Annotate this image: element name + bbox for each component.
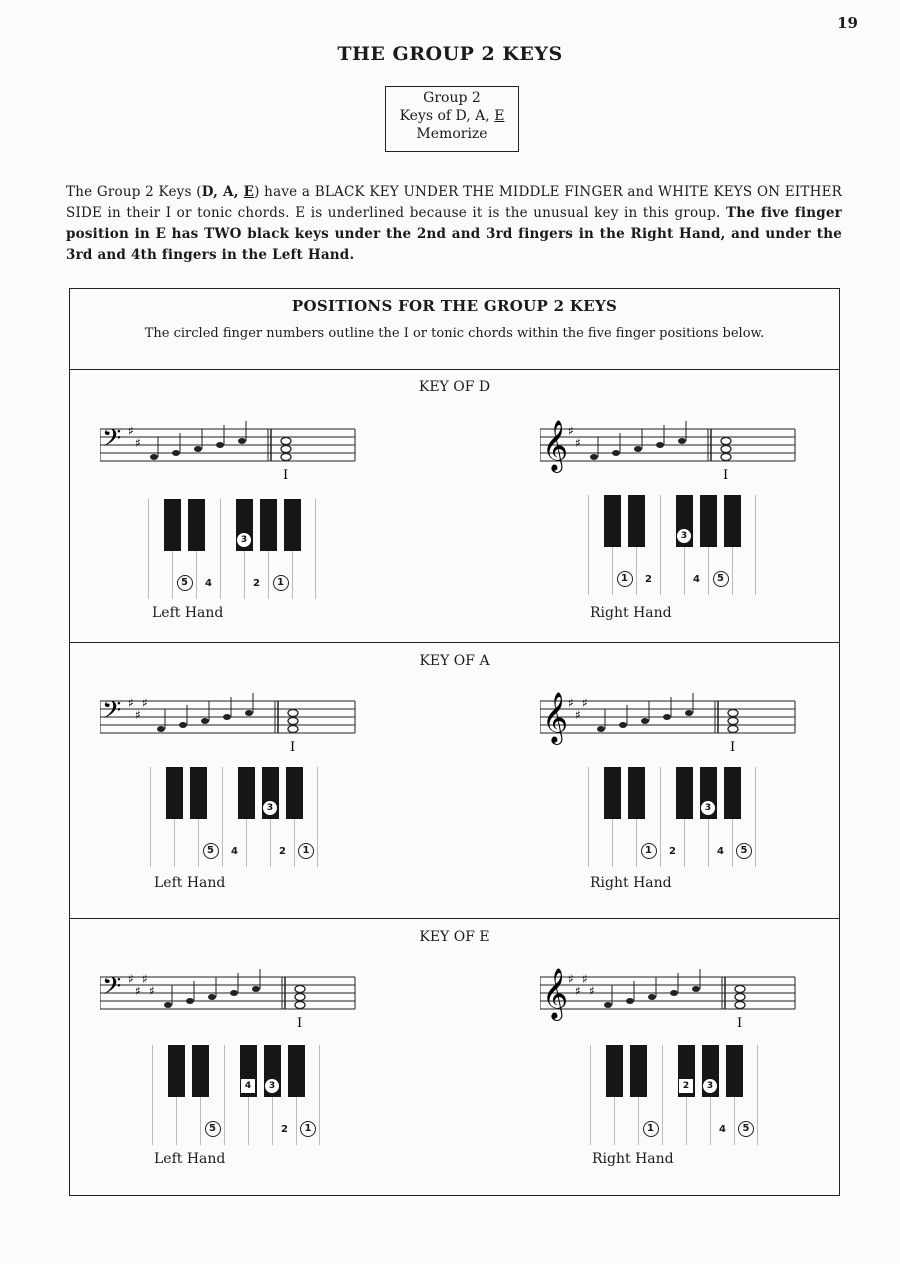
staff-right — [540, 957, 820, 1047]
finger-number: 4 — [231, 846, 238, 857]
black-key — [676, 495, 693, 547]
black-key — [678, 1045, 695, 1097]
black-key — [702, 1045, 719, 1097]
circled-finger-number: 1 — [643, 1121, 659, 1137]
black-key — [164, 499, 181, 551]
key-signature-sharp: ♯ — [128, 696, 134, 710]
chord-note — [281, 454, 291, 461]
finger-number: 2 — [281, 1124, 288, 1135]
circled-finger-number: 5 — [177, 575, 193, 591]
chord-note — [288, 726, 298, 733]
finger-number: 2 — [645, 574, 652, 585]
note-head — [626, 998, 634, 1004]
clef-symbol: 𝄢 — [102, 424, 122, 459]
positions-title: POSITIONS FOR THE GROUP 2 KEYS — [291, 297, 618, 315]
hand-label-right: Right Hand — [590, 605, 672, 621]
circled-finger-number: 3 — [265, 1079, 279, 1093]
key-signature-sharp: ♯ — [135, 436, 141, 450]
black-key — [188, 499, 205, 551]
note-head — [157, 726, 165, 732]
section-key-of-e — [70, 919, 839, 1195]
finger-number: 2 — [669, 846, 676, 857]
clef-symbol: 𝄞 — [542, 692, 569, 743]
black-key — [286, 767, 303, 819]
note-head — [612, 450, 620, 456]
black-key — [724, 495, 741, 547]
staff-right — [540, 409, 820, 499]
intro-part5: The five finger position in E has TWO black keys under the 2nd and 3rd fingers in the Right Hand, and under the 3rd and 4th fingers in the Left Hand. — [66, 205, 842, 263]
staff-left — [100, 681, 380, 771]
finger-number: 4 — [693, 574, 700, 585]
finger-number: 4 — [205, 578, 212, 589]
keyboard-left — [152, 1045, 320, 1145]
group-box-line2-prefix: Keys of D, A, — [399, 108, 495, 124]
key-signature-sharp: ♯ — [135, 984, 141, 998]
chord-note — [721, 454, 731, 461]
section-key-of-a — [70, 643, 839, 919]
chord-label: I — [297, 1016, 303, 1031]
staff-left — [100, 409, 380, 499]
positions-header — [70, 289, 839, 370]
keyboard-left — [150, 767, 318, 867]
note-head — [186, 998, 194, 1004]
finger-number: 2 — [279, 846, 286, 857]
chord-note — [288, 710, 298, 717]
key-signature-sharp: ♯ — [135, 708, 141, 722]
black-key — [604, 767, 621, 819]
note-head — [619, 722, 627, 728]
note-head — [685, 710, 693, 716]
key-title: KEY OF A — [419, 653, 490, 669]
chord-note — [735, 994, 745, 1001]
note-head — [150, 454, 158, 460]
note-head — [179, 722, 187, 728]
note-head — [641, 718, 649, 724]
black-key — [724, 767, 741, 819]
staff-right — [540, 681, 820, 771]
black-key — [630, 1045, 647, 1097]
black-key — [606, 1045, 623, 1097]
note-head — [201, 718, 209, 724]
note-head — [670, 990, 678, 996]
hand-label-left: Left Hand — [154, 875, 226, 891]
note-head — [223, 714, 231, 720]
circled-finger-number: 5 — [203, 843, 219, 859]
chord-label: I — [290, 740, 296, 755]
circled-finger-number: 1 — [298, 843, 314, 859]
group-box-line3: Memorize — [416, 126, 488, 142]
key-signature-sharp: ♯ — [128, 424, 134, 438]
note-head — [245, 710, 253, 716]
black-key — [284, 499, 301, 551]
positions-subtitle: The circled finger numbers outline the I or tonic chords within the five finger positions below. — [144, 326, 765, 341]
note-head — [692, 986, 700, 992]
group-box-line2-underlined: E — [494, 108, 505, 124]
black-key — [190, 767, 207, 819]
note-head — [604, 1002, 612, 1008]
note-head — [194, 446, 202, 452]
note-head — [216, 442, 224, 448]
circled-finger-number: 5 — [738, 1121, 754, 1137]
note-head — [172, 450, 180, 456]
key-signature-sharp: ♯ — [142, 696, 148, 710]
intro-paragraph — [66, 182, 842, 266]
black-key — [166, 767, 183, 819]
note-head — [656, 442, 664, 448]
circled-finger-number: 3 — [263, 801, 277, 815]
keyboard-left — [148, 499, 316, 599]
note-head — [590, 454, 598, 460]
circled-finger-number: 3 — [237, 533, 251, 547]
key-signature-sharp: ♯ — [149, 984, 155, 998]
chord-note — [728, 718, 738, 725]
circled-finger-number: 3 — [677, 529, 691, 543]
key-title: KEY OF D — [418, 379, 491, 395]
positions-box — [69, 288, 840, 1196]
note-head — [238, 438, 246, 444]
note-head — [634, 446, 642, 452]
circled-finger-number: 1 — [641, 843, 657, 859]
key-signature-sharp: ♯ — [142, 972, 148, 986]
key-signature-sharp: ♯ — [568, 972, 574, 986]
chord-note — [281, 438, 291, 445]
group-box-line1: Group 2 — [423, 90, 481, 106]
chord-label: I — [730, 740, 736, 755]
black-key — [628, 767, 645, 819]
black-key — [240, 1045, 257, 1097]
circled-finger-number: 3 — [701, 801, 715, 815]
note-head — [663, 714, 671, 720]
hand-label-left: Left Hand — [154, 1151, 226, 1167]
chord-note — [281, 446, 291, 453]
circled-finger-number: 1 — [300, 1121, 316, 1137]
black-key — [700, 767, 717, 819]
black-key — [676, 767, 693, 819]
boxed-finger-number: 2 — [679, 1079, 693, 1093]
hand-label-left: Left Hand — [152, 605, 224, 621]
key-signature-sharp: ♯ — [582, 696, 588, 710]
chord-note — [735, 986, 745, 993]
chord-note — [288, 718, 298, 725]
clef-symbol: 𝄞 — [542, 420, 569, 471]
circled-finger-number: 5 — [713, 571, 729, 587]
group-box — [385, 86, 519, 152]
intro-part3: E — [243, 184, 255, 200]
note-head — [230, 990, 238, 996]
black-key — [260, 499, 277, 551]
black-key — [236, 499, 253, 551]
intro-part4: ) have a BLACK KEY UNDER THE MIDDLE FINGER and WHITE KEYS ON EITHER SIDE in their I or tonic chords. E is underlined because it is the unusual key in this group. — [66, 184, 843, 221]
black-key — [288, 1045, 305, 1097]
black-key — [604, 495, 621, 547]
clef-symbol: 𝄞 — [542, 968, 569, 1019]
intro-part1: The Group 2 Keys ( — [66, 184, 202, 200]
black-key — [262, 767, 279, 819]
chord-note — [295, 994, 305, 1001]
black-key — [628, 495, 645, 547]
keyboard-right — [588, 495, 756, 595]
hand-label-right: Right Hand — [590, 875, 672, 891]
circled-finger-number: 1 — [273, 575, 289, 591]
circled-finger-number: 1 — [617, 571, 633, 587]
clef-symbol: 𝄢 — [102, 972, 122, 1007]
note-head — [252, 986, 260, 992]
black-key — [726, 1045, 743, 1097]
staff-left — [100, 957, 380, 1047]
key-title: KEY OF E — [419, 929, 490, 945]
key-signature-sharp: ♯ — [589, 984, 595, 998]
black-key — [238, 767, 255, 819]
finger-number: 2 — [253, 578, 260, 589]
chord-label: I — [283, 468, 289, 483]
chord-note — [295, 986, 305, 993]
intro-part2: D, A, — [201, 184, 244, 200]
black-key — [192, 1045, 209, 1097]
circled-finger-number: 3 — [703, 1079, 717, 1093]
clef-symbol: 𝄢 — [102, 696, 122, 731]
chord-note — [721, 446, 731, 453]
keyboard-right — [588, 767, 756, 867]
page-number: 19 — [837, 14, 858, 32]
note-head — [648, 994, 656, 1000]
finger-number: 4 — [719, 1124, 726, 1135]
note-head — [208, 994, 216, 1000]
note-head — [164, 1002, 172, 1008]
group-box-line2 — [386, 107, 518, 125]
page-title: THE GROUP 2 KEYS — [337, 43, 563, 65]
key-signature-sharp: ♯ — [575, 984, 581, 998]
key-signature-sharp: ♯ — [582, 972, 588, 986]
black-key — [264, 1045, 281, 1097]
note-head — [678, 438, 686, 444]
key-signature-sharp: ♯ — [568, 696, 574, 710]
black-key — [168, 1045, 185, 1097]
chord-label: I — [723, 468, 729, 483]
key-signature-sharp: ♯ — [128, 972, 134, 986]
chord-note — [728, 726, 738, 733]
circled-finger-number: 5 — [736, 843, 752, 859]
circled-finger-number: 5 — [205, 1121, 221, 1137]
key-signature-sharp: ♯ — [575, 436, 581, 450]
chord-note — [721, 438, 731, 445]
note-head — [597, 726, 605, 732]
finger-number: 4 — [717, 846, 724, 857]
key-signature-sharp: ♯ — [568, 424, 574, 438]
chord-note — [295, 1002, 305, 1009]
chord-note — [728, 710, 738, 717]
chord-note — [735, 1002, 745, 1009]
black-key — [700, 495, 717, 547]
section-key-of-d — [70, 369, 839, 643]
hand-label-right: Right Hand — [592, 1151, 674, 1167]
boxed-finger-number: 4 — [241, 1079, 255, 1093]
key-signature-sharp: ♯ — [575, 708, 581, 722]
keyboard-right — [590, 1045, 758, 1145]
chord-label: I — [737, 1016, 743, 1031]
